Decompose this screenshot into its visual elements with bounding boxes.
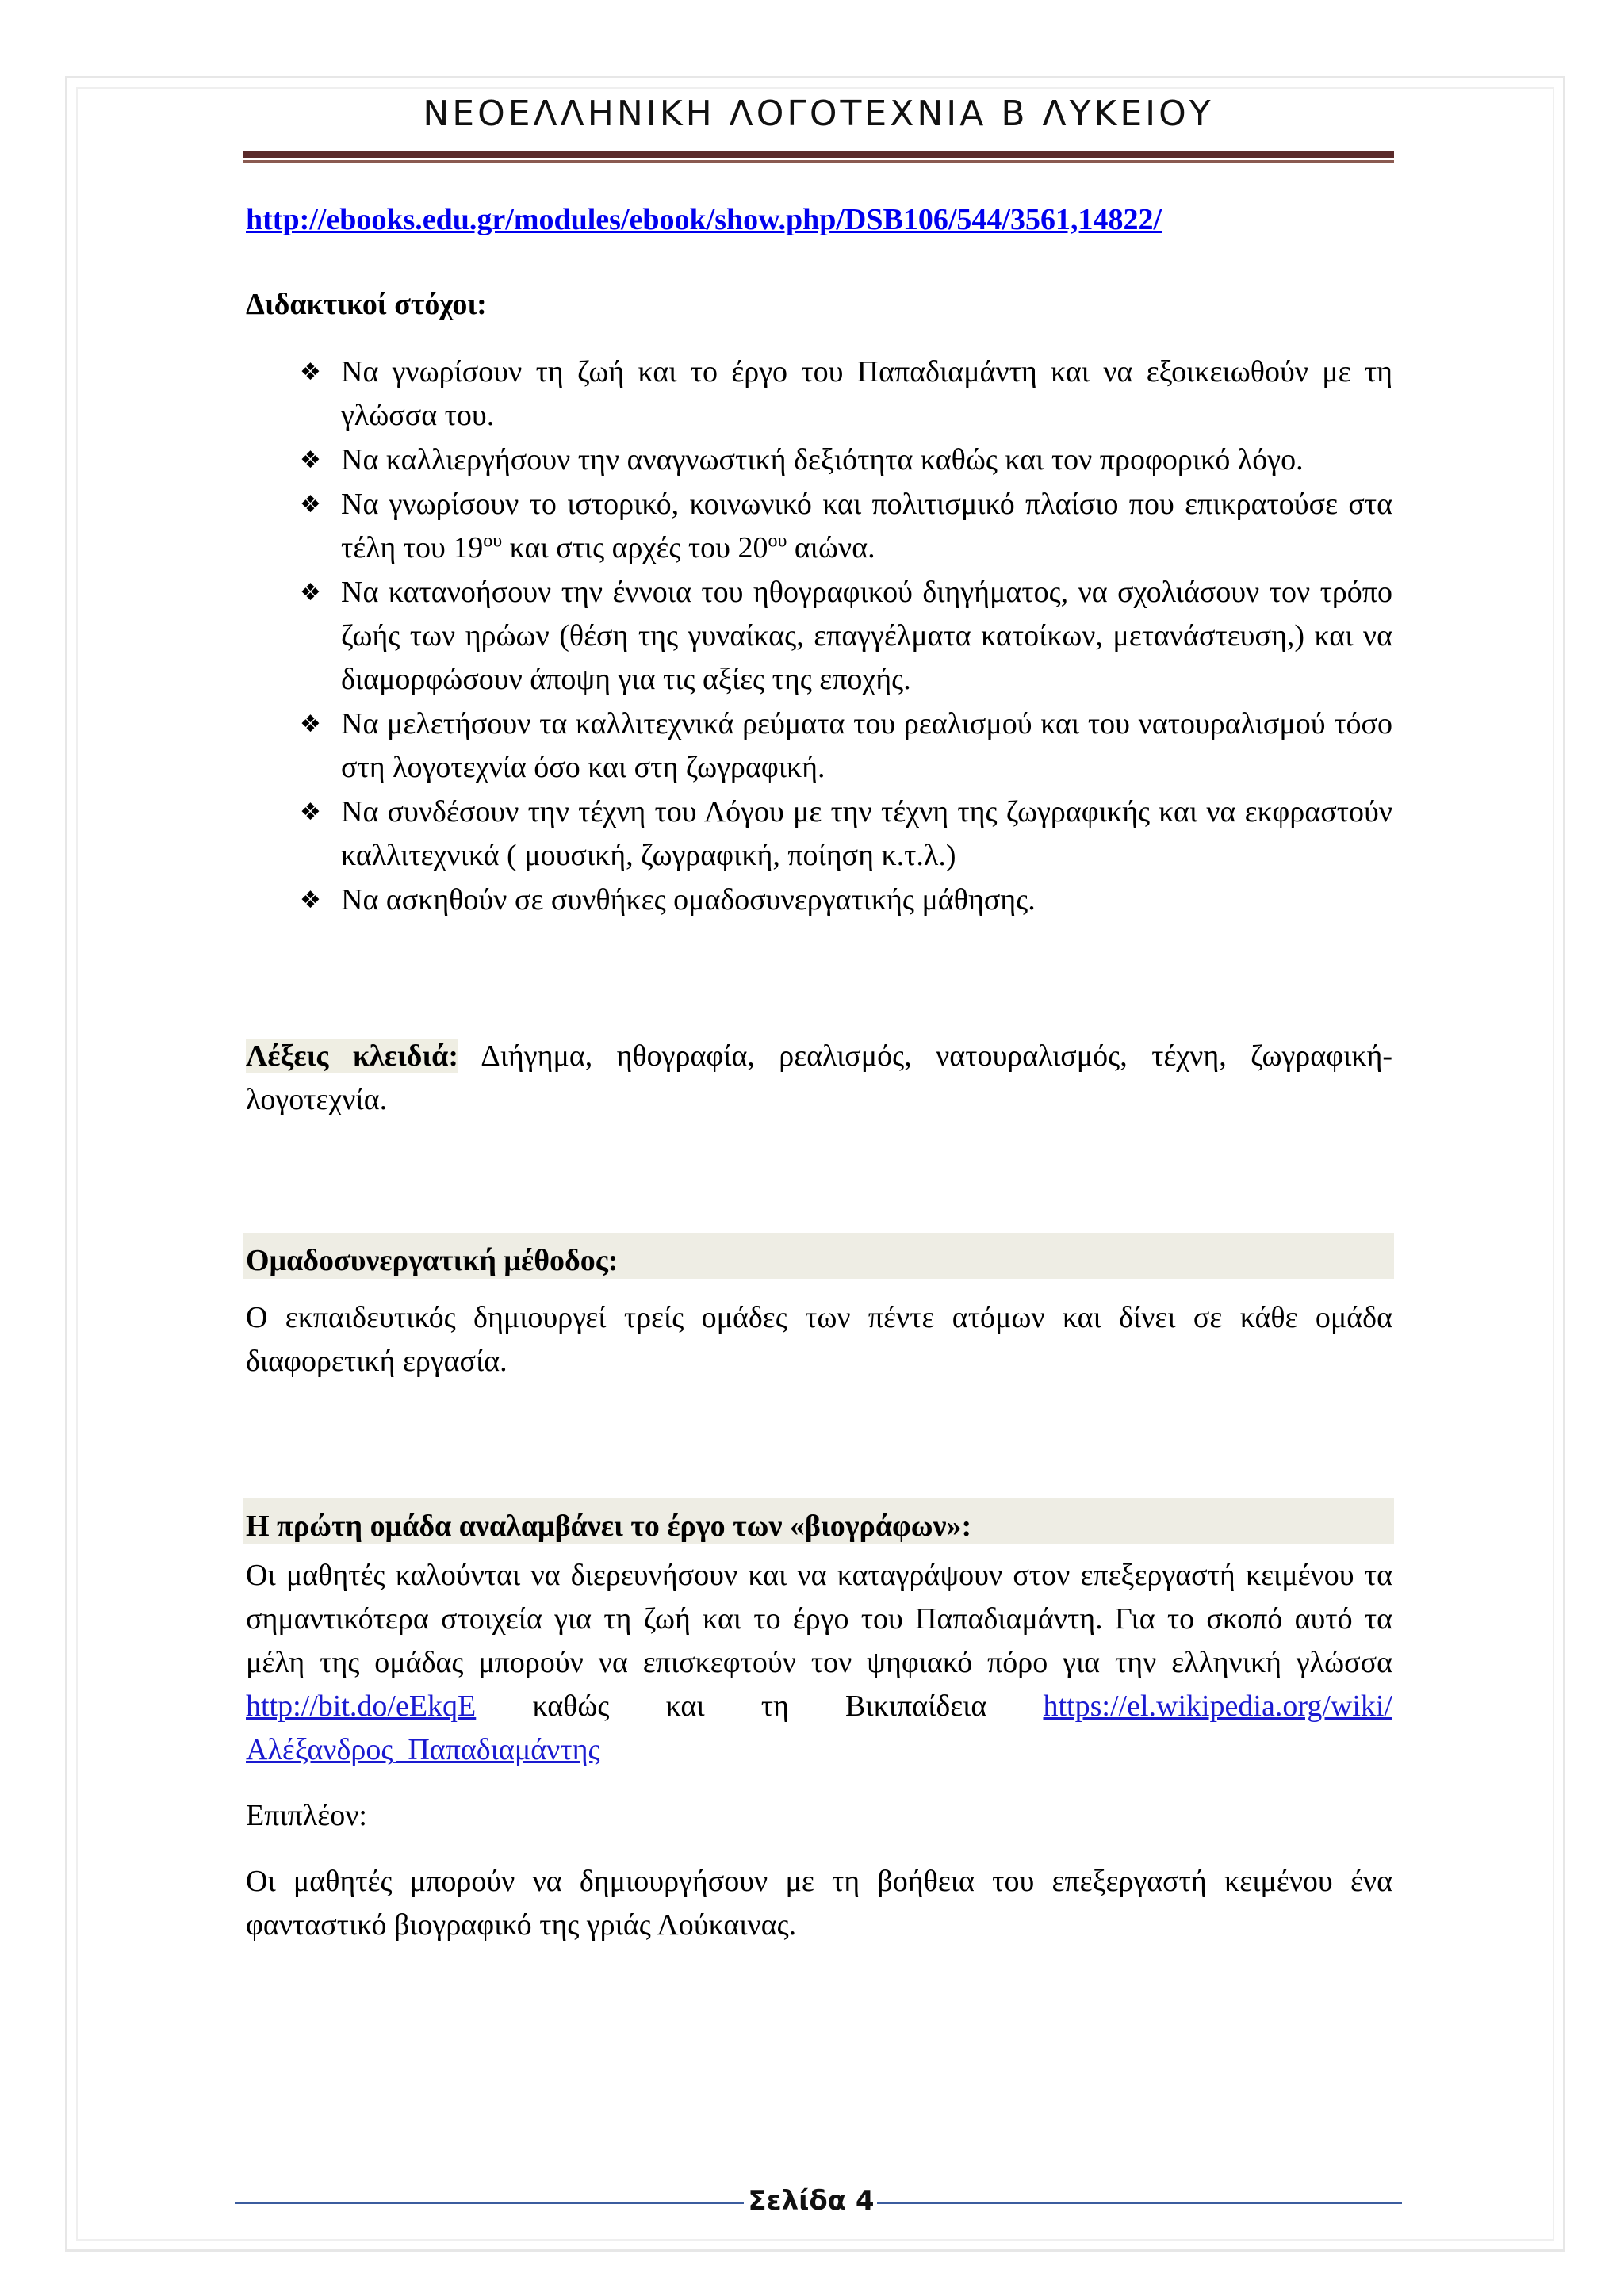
bitdo-link[interactable]: http://bit.do/eEkqE: [246, 1689, 477, 1723]
header-title: ΝΕΟΕΛΛΗΝΙΚΗ ΛΟΓΟΤΕΧΝΙΑ Β ΛΥΚΕΙΟΥ: [423, 94, 1214, 134]
keywords-paragraph: [246, 1035, 1392, 1122]
goals-list: [246, 350, 1392, 922]
group1-text: Οι μαθητές καλούνται να διερευνήσουν και να καταγράψουν στον επεξεργαστή κειμένου τα σημαντικότερα στοιχεία για τη ζωή και το έργο του Παπαδιαμάντη. Για το σκοπό αυτό τα μέλη της ομάδας μπορούν να επισκεφτούν τον ψηφιακό πόρο για την ελληνική γλώσσα http://bit.do/eEkqE καθώς και τη Βικιπαίδεια https://el.wikipedia.org/wiki/Αλέξανδρος_Παπαδιαμάντης: [246, 1559, 1392, 1766]
list-item: ❖ Να ασκηθούν σε συνθήκες ομαδοσυνεργατικής μάθησης.: [246, 878, 1392, 922]
diamond-bullet-icon: ❖: [300, 798, 321, 826]
wikipedia-link[interactable]: https://el.wikipedia.org/wiki/Αλέξανδρος_Παπαδιαμάντης: [246, 1689, 1392, 1766]
keywords-text: Διήγημα, ηθογραφία, ρεαλισμός, νατουραλισμός, τέχνη, ζωγραφική-λογοτεχνία.: [246, 1039, 1392, 1116]
diamond-bullet-icon: ❖: [300, 886, 321, 914]
page-number: Σελίδα 4: [748, 2185, 875, 2217]
method-text: Ο εκπαιδευτικός δημιουργεί τρείς ομάδες των πέντε ατόμων και δίνει σε κάθε ομάδα διαφορετική εργασία.: [246, 1301, 1392, 1378]
list-item: ❖ Να καλλιεργήσουν την αναγνωστική δεξιότητα καθώς και τον προφορικό λόγο.: [246, 438, 1392, 482]
list-item: ❖ Να συνδέσουν την τέχνη του Λόγου με την τέχνη της ζωγραφικής και να εκφραστούν καλλιτεχνικά ( μουσική, ζωγραφική, ποίηση κ.τ.λ.): [246, 790, 1392, 878]
method-heading: Ομαδοσυνεργατική μέθοδος:: [243, 1233, 1394, 1279]
extra-label: Επιπλέον:: [246, 1799, 367, 1832]
ebook-link[interactable]: http://ebooks.edu.gr/modules/ebook/show.php/DSB106/544/3561,14822/: [246, 203, 1162, 236]
list-item: ❖ Να γνωρίσουν το ιστορικό, κοινωνικό και πολιτισμικό πλαίσιο που επικρατούσε στα τέλη του $19^{o\upsilon}$ και στις αρχές του $20^{o\upsilon}$ αιώνα.: [246, 483, 1392, 570]
list-item: ❖ Να γνωρίσουν τη ζωή και το έργο του Παπαδιαμάντη και να εξοικειωθούν με τη γλώσσα του.: [246, 350, 1392, 438]
header-rule-thin: [243, 160, 1394, 163]
footer-rule-right: [877, 2202, 1402, 2204]
list-item: ❖ Να μελετήσουν τα καλλιτεχνικά ρεύματα του ρεαλισμού και του νατουραλισμού τόσο στη λογοτεχνία όσο και στη ζωγραφική.: [246, 702, 1392, 790]
list-item: ❖ Να κατανοήσουν την έννοια του ηθογραφικού διηγήματος, να σχολιάσουν τον τρόπο ζωής των ηρώων (θέση της γυναίκας, επαγγέλματα κατοίκων, μετανάστευση,) και να διαμορφώσουν άποψη για τις αξίες της εποχής.: [246, 571, 1392, 702]
keywords-label: Λέξεις κλειδιά:: [246, 1039, 458, 1073]
footer-rule-left: [235, 2202, 744, 2204]
document-body: [246, 198, 1392, 1947]
goals-heading: Διδακτικοί στόχοι:: [246, 288, 487, 321]
header-rule-thick: [243, 151, 1394, 158]
diamond-bullet-icon: ❖: [300, 491, 321, 519]
diamond-bullet-icon: ❖: [300, 358, 321, 386]
group1-heading: Η πρώτη ομάδα αναλαμβάνει το έργο των «βιογράφων»:: [243, 1498, 1394, 1544]
diamond-bullet-icon: ❖: [300, 710, 321, 738]
diamond-bullet-icon: ❖: [300, 446, 321, 474]
diamond-bullet-icon: ❖: [300, 579, 321, 607]
extra-text: Οι μαθητές μπορούν να δημιουργήσουν με τη βοήθεια του επεξεργαστή κειμένου ένα φανταστικό βιογραφικό της γριάς Λούκαινας.: [246, 1865, 1392, 1942]
